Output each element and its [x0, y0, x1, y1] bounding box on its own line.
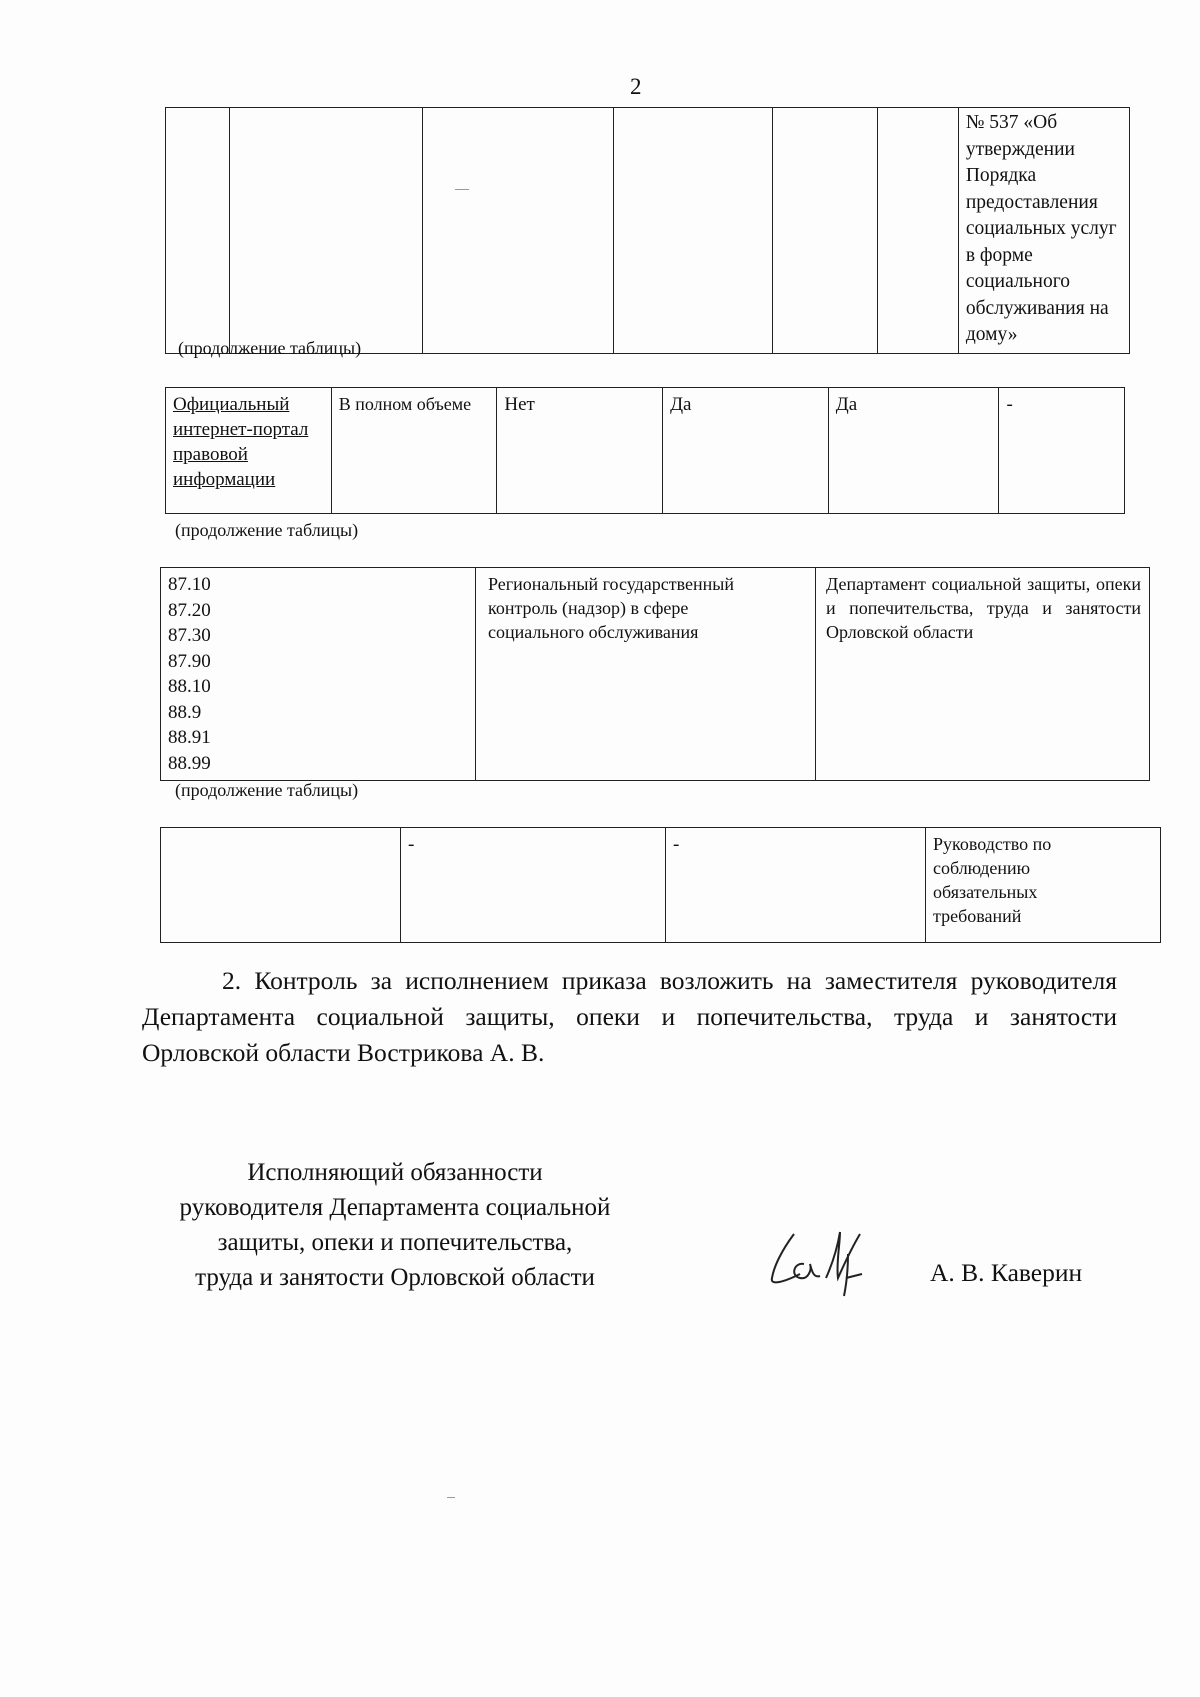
table-cell-order-537	[958, 108, 1129, 354]
source-portal-text: Официальный интернет-портал правовой информации	[173, 394, 309, 490]
continuation-note: (продолжение таблицы)	[175, 520, 359, 540]
table-cell	[999, 388, 1125, 514]
table-fragment-3	[160, 567, 1150, 781]
table-cell	[772, 108, 877, 354]
table-cell	[229, 108, 422, 354]
handwritten-signature	[760, 1220, 880, 1305]
order-reference-text: № 537 «Об утверждении Порядка предоставления социальных услуг в форме социального обслуживания на дому»	[965, 112, 1117, 345]
table-cell	[166, 388, 332, 514]
table-cell	[331, 388, 497, 514]
table-cell	[663, 388, 829, 514]
table-cell	[828, 388, 999, 514]
table-cell	[926, 828, 1161, 943]
scope-text: В полном объеме	[338, 394, 472, 414]
table-cell	[816, 568, 1150, 781]
cell-text: -	[408, 834, 415, 855]
cell-text: Нет	[504, 394, 535, 415]
cell-text: -	[1006, 394, 1013, 415]
table-cell	[614, 108, 772, 354]
continuation-note: (продолжение таблицы)	[175, 780, 359, 800]
scan-speck	[455, 189, 469, 190]
table-cell	[166, 108, 230, 354]
control-type-text: Региональный государственный контроль (надзор) в сфере социального обслуживания	[488, 574, 734, 642]
table-cell	[401, 828, 666, 943]
table-cell	[422, 108, 614, 354]
cell-text: -	[673, 834, 680, 855]
table-fragment-4	[160, 827, 1161, 943]
table-cell	[666, 828, 926, 943]
cell-text: Да	[835, 394, 858, 415]
continuation-note: (продолжение таблицы)	[178, 338, 362, 358]
signatory-title: Исполняющий обязанности руководителя Департамента социальной защиты, опеки и попечительства, труда и занятости Орловской области	[179, 1159, 611, 1291]
authority-text: Департамент социальной защиты, опеки и попечительства, труда и занятости Орловской области	[826, 574, 1141, 642]
table-fragment-2	[165, 387, 1125, 514]
activity-codes: 87.10 87.20 87.30 87.90 88.10 88.9 88.91 88.99	[168, 574, 211, 774]
paragraph-control: 2. Контроль за исполнением приказа возложить на заместителя руководителя Департамента социальной защиты, опеки и попечительства, труда и занятости Орловской области Вострикова А. В.	[142, 966, 1117, 1067]
table-cell	[161, 828, 401, 943]
cell-text: Да	[670, 394, 692, 415]
guidance-text: Руководство по соблюдению обязательных требований	[933, 834, 1052, 926]
table-fragment-1	[165, 107, 1130, 354]
table-cell	[497, 388, 663, 514]
page-number: 2	[630, 74, 642, 99]
scan-speck	[447, 1497, 455, 1498]
table-cell	[476, 568, 816, 781]
table-cell	[161, 568, 476, 781]
table-cell	[877, 108, 958, 354]
signatory-name: А. В. Каверин	[930, 1258, 1083, 1287]
